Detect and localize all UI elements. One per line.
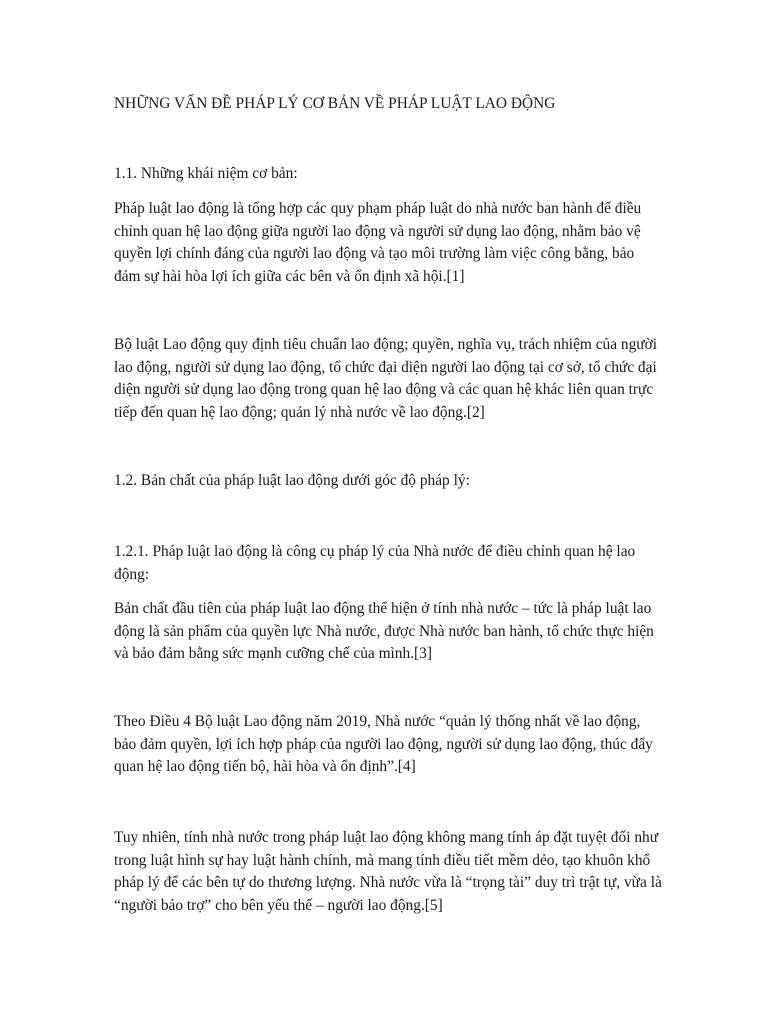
- paragraph: Theo Điều 4 Bộ luật Lao động năm 2019, Nhà nước “quản lý thống nhất về lao động, bảo đảm quyền, lợi ích hợp pháp của người lao động, người sử dụng lao động, thúc đẩy quan hệ lao động tiến bộ, hài hòa và ổn định”.[4]: [114, 713, 653, 775]
- subsection-heading-1-2-1: 1.2.1. Pháp luật lao động là công cụ pháp lý của Nhà nước để điều chỉnh quan hệ lao động:: [114, 543, 636, 583]
- section-heading-1-1: 1.1. Những khái niệm cơ bản:: [114, 165, 298, 182]
- paragraph: Bản chất đầu tiên của pháp luật lao động thể hiện ở tính nhà nước – tức là pháp luật lao động là sản phẩm của quyền lực Nhà nước, được Nhà nước ban hành, tổ chức thực hiện và bảo đảm bằng sức mạnh cưỡng chế của mình.[3]: [114, 600, 654, 662]
- paragraph: Tuy nhiên, tính nhà nước trong pháp luật lao động không mang tính áp đặt tuyệt đối như trong luật hình sự hay luật hành chính, mà mang tính điều tiết mềm dẻo, tạo khuôn khổ pháp lý để các bên tự do thương lượng. Nhà nước vừa là “trọng tài” duy trì trật tự, vừa là “người bảo trợ” cho bên yếu thế – người lao động.[5]: [114, 829, 662, 914]
- paragraph: Pháp luật lao động là tổng hợp các quy phạm pháp luật do nhà nước ban hành để điều chỉnh quan hệ lao động giữa người lao động và người sử dụng lao động, nhằm bảo vệ quyền lợi chính đáng của người lao động và tạo môi trường làm việc công bằng, bảo đảm sự hài hòa lợi ích giữa các bên và ổn định xã hội.[1]: [114, 200, 642, 285]
- document-title: NHỮNG VẤN ĐỀ PHÁP LÝ CƠ BẢN VỀ PHÁP LUẬT LAO ĐỘNG: [114, 95, 556, 112]
- paragraph: Bộ luật Lao động quy định tiêu chuẩn lao động; quyền, nghĩa vụ, trách nhiệm của người lao động, người sử dụng lao động, tổ chức đại diện người lao động tại cơ sở, tổ chức đại diện người sử dụng lao động trong quan hệ lao động và các quan hệ khác liên quan trực tiếp đến quan hệ lao động; quản lý nhà nước về lao động.[2]: [114, 336, 658, 421]
- section-heading-1-2: 1.2. Bản chất của pháp luật lao động dưới góc độ pháp lý:: [114, 472, 470, 489]
